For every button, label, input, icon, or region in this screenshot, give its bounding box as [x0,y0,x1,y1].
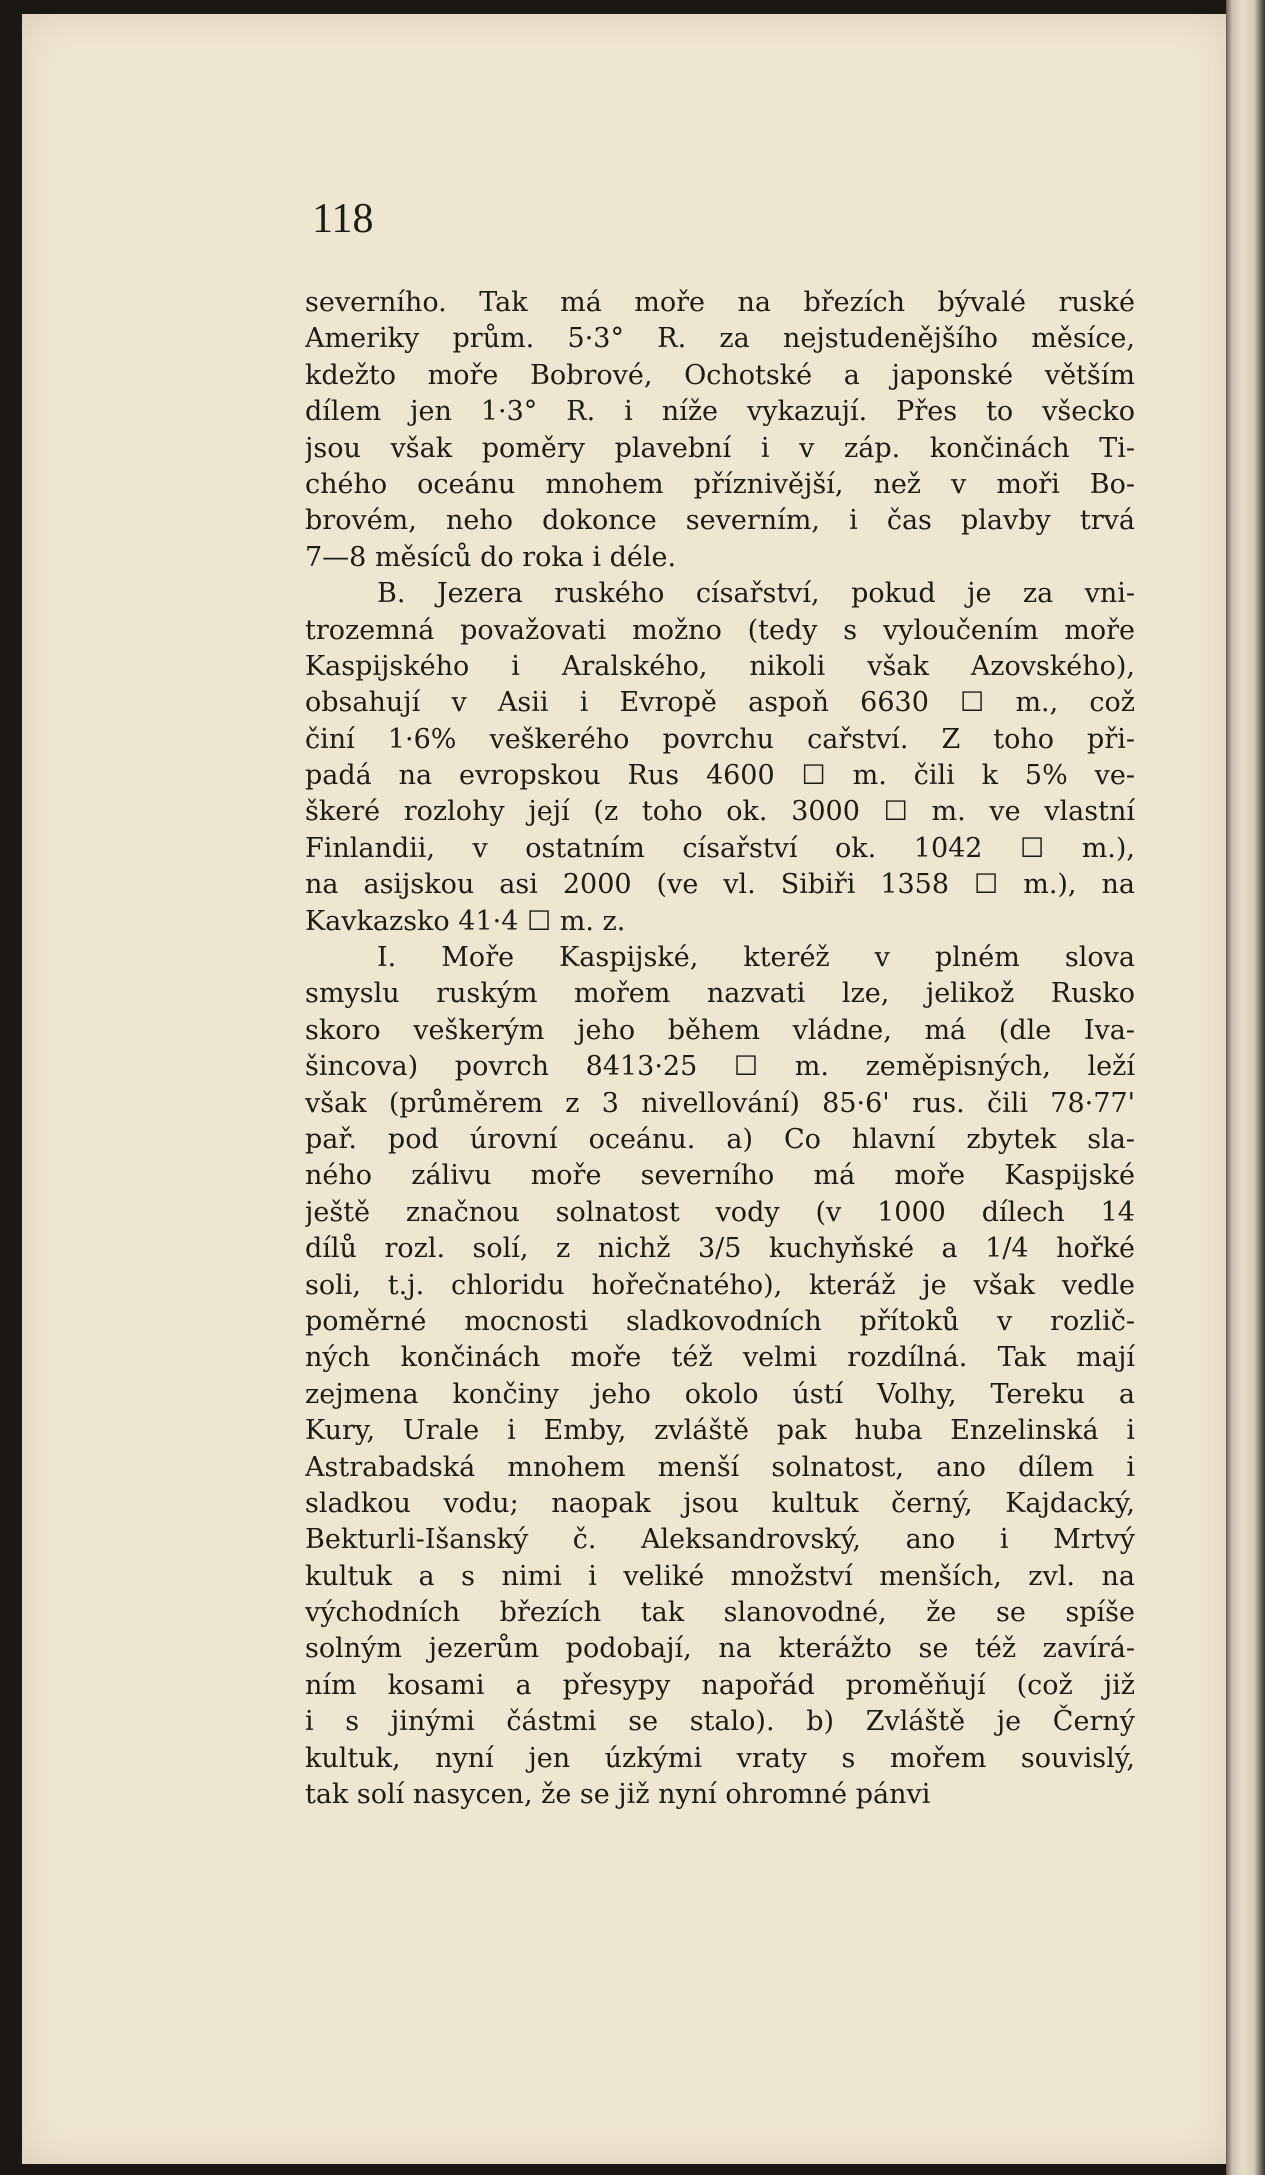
text-line: poměrné mocnosti sladkovodních přítoků v rozlič- [305,1305,1135,1337]
text-line: však (průměrem z 3 nivellování) 85·6' rus. čili 78·77' [305,1087,1135,1119]
page-number: 118 [312,196,374,242]
body-text [305,285,1135,1813]
text-line: obsahují v Asii i Evropě aspoň 6630 ☐ m., což [305,687,1135,719]
section-heading-line: B. Jezera ruského císařství, pokud je za vni- [377,578,1135,610]
text-line: pař. pod úrovní oceánu. a) Co hlavní zbytek sla- [305,1123,1135,1155]
text-line: brovém, neho dokonce severním, i čas plavby trvá [305,505,1135,537]
text-line: trozemná považovati možno (tedy s vyloučením moře [305,614,1135,646]
text-line: Bekturli-Išanský č. Aleksandrovský, ano i Mrtvý [305,1524,1135,1556]
text-line: soli, t.j. chloridu hořečnatého), kteráž je však vedle [305,1269,1135,1301]
text-line: Kavkazsko 41·4 ☐ m. z. [305,905,626,937]
text-line: tak solí nasycen, že se již nyní ohromné pánvi [305,1779,931,1811]
text-line: na asijskou asi 2000 (ve vl. Sibiři 1358 ☐ m.), na [305,869,1135,901]
text-line: dílů rozl. solí, z nichž 3/5 kuchyňské a 1/4 hořké [305,1233,1135,1265]
text-line: i s jinými částmi se stalo). b) Zvláště je Černý [305,1706,1135,1738]
text-line: dílem jen 1·3° R. i níže vykazují. Přes to všecko [305,396,1135,428]
text-line: solným jezerům podobají, na kterážto se též zavírá- [305,1633,1135,1665]
text-line: ného zálivu moře severního má moře Kaspijské [305,1160,1135,1192]
text-line: ných končinách moře též velmi rozdílná. Tak mají [305,1342,1135,1374]
text-line: kultuk a s nimi i veliké množství menších, zvl. na [305,1560,1135,1592]
text-line: východních březích tak slanovodné, že se spíše [305,1597,1135,1629]
text-line: padá na evropskou Rus 4600 ☐ m. čili k 5% ve- [305,760,1135,792]
text-line: ním kosami a přesypy napořád proměňují (což již [305,1669,1135,1701]
text-line: smyslu ruským mořem nazvati lze, jelikož Rusko [305,978,1135,1010]
page-gutter-edge [1226,0,1265,2175]
text-line: kdežto moře Bobrové, Ochotské a japonské větším [305,359,1135,391]
text-line: severního. Tak má moře na březích bývalé ruské [305,287,1135,318]
text-line: Astrabadská mnohem menší solnatost, ano dílem i [305,1451,1135,1483]
text-line: ještě značnou solnatost vody (v 1000 dílech 14 [305,1196,1135,1228]
text-line: skoro veškerým jeho během vládne, má (dle Iva- [305,1014,1135,1046]
text-line: škeré rozlohy její (z toho ok. 3000 ☐ m. ve vlastní [305,796,1135,828]
text-line: 7—8 měsíců do roka i déle. [305,541,677,573]
text-line: šincova) povrch 8413·25 ☐ m. zeměpisných, leží [305,1051,1135,1083]
text-line: Kury, Urale i Emby, zvláště pak huba Enzelinská i [305,1415,1135,1447]
text-line: jsou však poměry plavební i v záp. končinách Ti- [305,432,1135,464]
text-line: Ameriky prům. 5·3° R. za nejstudenějšího měsíce, [305,323,1135,355]
text-line: chého oceánu mnohem příznivější, než v moři Bo- [305,468,1135,500]
text-line: kultuk, nyní jen úzkými vraty s mořem souvislý, [305,1742,1135,1774]
section-heading-line: I. Moře Kaspijské, kteréž v plném slova [377,942,1135,974]
text-line: Kaspijského i Aralského, nikoli však Azovského), [305,650,1135,682]
text-line: Finlandii, v ostatním císařství ok. 1042 ☐ m.), [305,832,1135,864]
text-line: činí 1·6% veškerého povrchu cařství. Z toho při- [305,723,1135,755]
text-line: zejmena končiny jeho okolo ústí Volhy, Tereku a [305,1378,1135,1410]
text-line: sladkou vodu; naopak jsou kultuk černý, Kajdacký, [305,1487,1135,1519]
